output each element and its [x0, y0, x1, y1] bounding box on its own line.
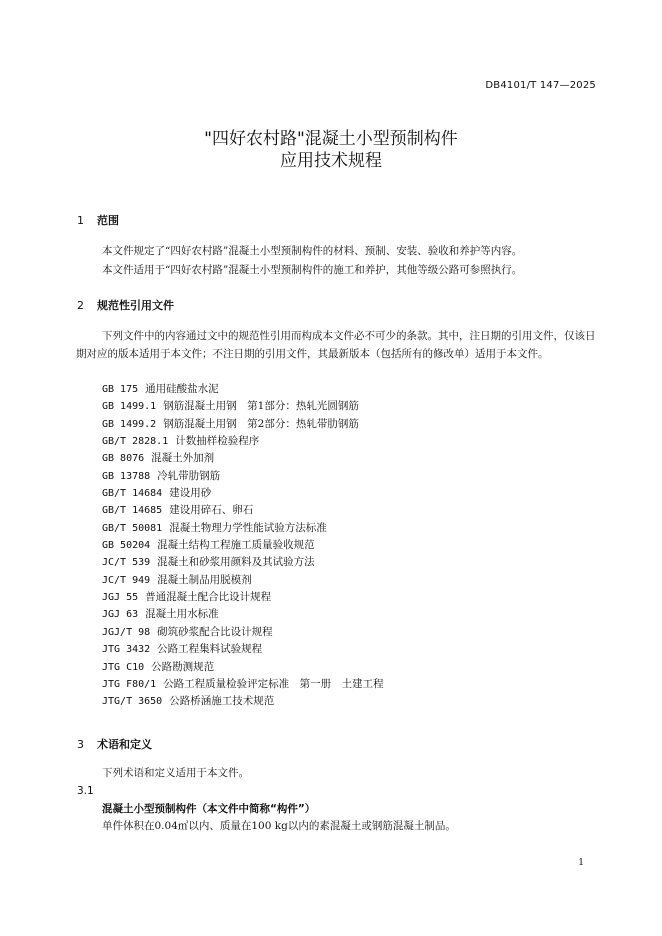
list-item — [102, 520, 384, 537]
reference-title: 建设用碎石、卵石 — [169, 504, 254, 517]
reference-title: 冷轧带肋钢筋 — [157, 469, 221, 482]
reference-code: GB 13788 — [102, 470, 151, 482]
reference-title: 混凝土制品用脱模剂 — [157, 573, 252, 586]
document-code: DB4101/T 147—2025 — [485, 80, 596, 91]
list-item — [102, 693, 384, 710]
list-item — [102, 554, 384, 571]
reference-title: 普通混凝土配合比设计规程 — [145, 591, 272, 604]
list-item — [102, 468, 384, 485]
reference-code: GB/T 50081 — [102, 522, 163, 534]
document-title-line-1: "四好农村路"混凝土小型预制构件 — [204, 129, 458, 149]
reference-title: 混凝土结构工程施工质量验收规范 — [157, 539, 315, 552]
reference-code: JTG/T 3650 — [102, 696, 163, 708]
reference-code: GB/T 2828.1 — [102, 436, 169, 448]
list-item — [102, 537, 384, 554]
reference-title: 钢筋混凝土用钢 第1部分：热轧光圆钢筋 — [163, 400, 359, 413]
list-item — [102, 659, 384, 676]
page-number: 1 — [578, 858, 584, 868]
reference-title: 钢筋混凝土用钢 第2部分：热轧带肋钢筋 — [163, 417, 359, 430]
reference-code: JC/T 539 — [102, 557, 151, 569]
list-item — [102, 398, 384, 415]
reference-title: 混凝土用水标准 — [145, 608, 219, 621]
list-item — [102, 641, 384, 658]
reference-code: JTG F80/1 — [102, 678, 157, 690]
reference-title: 砌筑砂浆配合比设计规程 — [157, 625, 273, 638]
term-definition: 单件体积在0.04㎥以内、质量在100 kg以内的素混凝土或钢筋混凝土制品。 — [102, 820, 456, 832]
reference-code: GB 50204 — [102, 540, 151, 552]
reference-code: GB/T 14684 — [102, 488, 163, 500]
reference-code: JTG C10 — [102, 661, 145, 673]
scope-paragraph-2: 本文件适用于“四好农村路”混凝土小型预制构件的施工和养护，其他等级公路可参照执行。 — [102, 264, 523, 276]
reference-title: 混凝土外加剂 — [151, 452, 215, 465]
term-name: 混凝土小型预制构件（本文件中简称“构件”） — [102, 803, 316, 815]
reference-code: JGJ 63 — [102, 609, 139, 621]
reference-code: GB 175 — [102, 384, 139, 395]
section-title: 术语和定义 — [97, 738, 152, 751]
terms-intro-paragraph: 下列术语和定义适用于本文件。 — [102, 767, 249, 779]
reference-code: GB/T 14685 — [102, 505, 163, 517]
section-number: 2 — [77, 299, 84, 312]
reference-code: JC/T 949 — [102, 574, 151, 586]
list-item — [102, 624, 384, 641]
reference-code: GB 8076 — [102, 453, 145, 465]
reference-title: 公路工程质量检验评定标准 第一册 土建工程 — [163, 677, 384, 690]
list-item — [102, 589, 384, 606]
list-item — [102, 381, 384, 398]
document-title-line-2: 应用技术规程 — [280, 151, 382, 171]
normative-reference-list — [102, 381, 384, 711]
section-title: 规范性引用文件 — [97, 299, 174, 312]
reference-code: JGJ/T 98 — [102, 626, 151, 638]
scope-paragraph-1: 本文件规定了“四好农村路”混凝土小型预制构件的材料、预制、安装、验收和养护等内容。 — [102, 245, 523, 257]
section-number: 3 — [77, 738, 84, 751]
reference-code: GB 1499.1 — [102, 401, 157, 413]
normative-intro-paragraph: 下列文件中的内容通过文中的规范性引用而构成本文件必不可少的条款。其中，注日期的引用文件，仅该日期对应的版本适用于本文件；不注日期的引用文件，其最新版本（包括所有的修改单）适用于本文件。 — [76, 330, 596, 360]
list-item — [102, 433, 384, 450]
section-1-heading — [77, 212, 119, 228]
list-item — [102, 676, 384, 693]
term-number: 3.1 — [77, 785, 94, 797]
section-title: 范围 — [97, 214, 119, 227]
section-number: 1 — [77, 214, 84, 227]
section-3-heading — [77, 736, 152, 752]
reference-title: 公路工程集料试验规程 — [157, 643, 263, 656]
list-item — [102, 572, 384, 589]
section-2-heading — [77, 297, 174, 313]
reference-title: 公路桥涵施工技术规范 — [169, 695, 275, 708]
reference-code: JGJ 55 — [102, 592, 139, 604]
reference-code: GB 1499.2 — [102, 418, 157, 430]
reference-title: 通用硅酸盐水泥 — [145, 383, 219, 395]
reference-title: 计数抽样检验程序 — [175, 435, 260, 448]
list-item — [102, 606, 384, 623]
list-item — [102, 450, 384, 467]
reference-title: 混凝土物理力学性能试验方法标准 — [169, 521, 327, 534]
reference-title: 建设用砂 — [169, 487, 212, 500]
reference-title: 混凝土和砂浆用颜料及其试验方法 — [157, 556, 315, 569]
list-item — [102, 502, 384, 519]
list-item — [102, 416, 384, 433]
reference-code: JTG 3432 — [102, 644, 151, 656]
reference-title: 公路勘测规范 — [151, 660, 215, 673]
list-item — [102, 485, 384, 502]
